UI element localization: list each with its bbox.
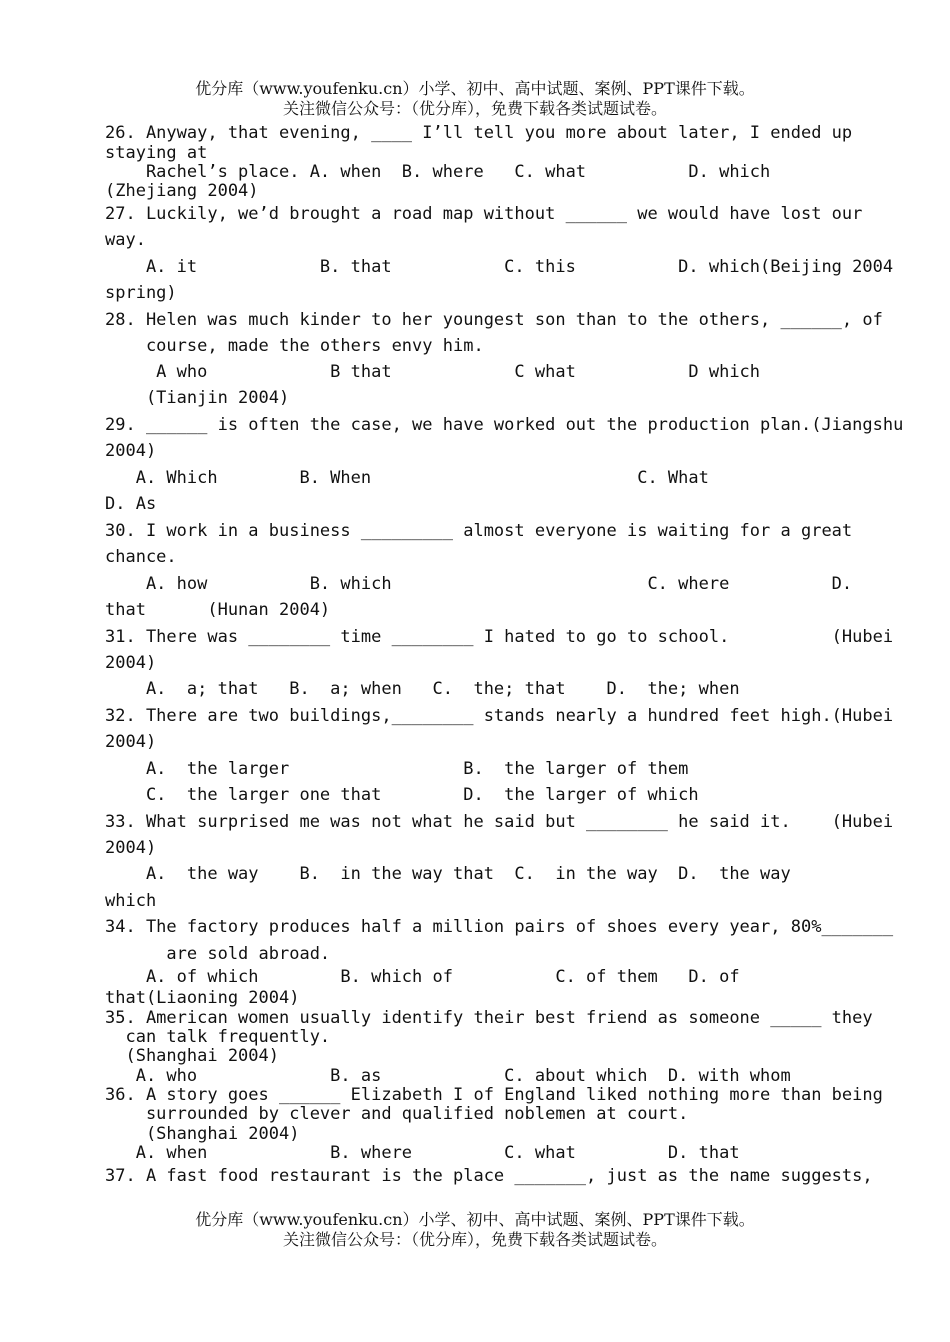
text-line: course, made the others envy him.	[105, 336, 484, 356]
text-line: 30. I work in a business _________ almost everyone is waiting for a great	[105, 521, 853, 541]
text-line: A. it B. that C. this D. which(Beijing 2004	[105, 257, 894, 277]
text-line: surrounded by clever and qualified noblemen at court.	[105, 1104, 689, 1124]
text-line: 31. There was ________ time ________ I hated to go to school. (Hubei	[105, 627, 894, 647]
text-line: 27. Luckily, we’d brought a road map without ______ we would have lost our	[105, 204, 863, 224]
text-line: A. Which B. When C. What	[105, 468, 709, 488]
text-line: 32. There are two buildings,________ stands nearly a hundred feet high.(Hubei	[105, 706, 894, 726]
text-line: C. the larger one that D. the larger of which	[105, 785, 699, 805]
text-line: 33. What surprised me was not what he said but ________ he said it. (Hubei	[105, 812, 894, 832]
text-line: that (Hunan 2004)	[105, 600, 331, 620]
text-line: A. of which B. which of C. of them D. of	[105, 967, 740, 987]
text-line: 36. A story goes ______ Elizabeth I of England liked nothing more than being	[105, 1085, 883, 1105]
text-line: 2004)	[105, 732, 157, 752]
text-line: way.	[105, 230, 146, 250]
text-line: spring)	[105, 283, 177, 303]
text-line: Rachel’s place. A. when B. where C. what D. which	[105, 162, 771, 182]
footer-line-1: 优分库（www.youfenku.cn）小学、初中、高中试题、案例、PPT课件下载。	[195, 1210, 755, 1229]
text-line: 2004)	[105, 838, 157, 858]
text-line: 35. American women usually identify their best friend as someone _____ they	[105, 1008, 873, 1028]
text-line: can talk frequently.	[105, 1027, 331, 1047]
text-line: are sold abroad.	[105, 944, 331, 964]
text-line: A. the larger B. the larger of them	[105, 759, 689, 779]
text-line: (Shanghai 2004)	[105, 1124, 300, 1144]
text-line: D. As	[105, 494, 157, 514]
text-line: staying at	[105, 143, 208, 163]
header-line-2: 关注微信公众号：（优分库），免费下载各类试题试卷。	[282, 99, 667, 118]
text-line: which	[105, 891, 157, 911]
text-line: 28. Helen was much kinder to her youngest son than to the others, ______, of	[105, 310, 883, 330]
text-line: A. how B. which C. where D.	[105, 574, 853, 594]
text-line: A who B that C what D which	[105, 362, 761, 382]
text-line: 26. Anyway, that evening, ____ I’ll tell you more about later, I ended up	[105, 123, 853, 143]
text-line: (Tianjin 2004)	[105, 388, 290, 408]
text-line: chance.	[105, 547, 177, 567]
text-line: (Shanghai 2004)	[105, 1046, 279, 1066]
text-line: A. a; that B. a; when C. the; that D. the; when	[105, 679, 740, 699]
text-line: (Zhejiang 2004)	[105, 181, 259, 201]
text-line: 34. The factory produces half a million pairs of shoes every year, 80%_______	[105, 917, 894, 937]
text-line: 29. ______ is often the case, we have worked out the production plan.(Jiangshu	[105, 415, 904, 435]
text-line: 2004)	[105, 653, 157, 673]
text-line: A. when B. where C. what D. that	[105, 1143, 740, 1163]
text-line: that(Liaoning 2004)	[105, 988, 300, 1008]
text-line: A. the way B. in the way that C. in the way D. the way	[105, 864, 791, 884]
header-line-1: 优分库（www.youfenku.cn）小学、初中、高中试题、案例、PPT课件下载。	[195, 79, 755, 98]
text-line: 2004)	[105, 441, 157, 461]
footer-line-2: 关注微信公众号：（优分库），免费下载各类试题试卷。	[282, 1230, 667, 1249]
text-line: A. who B. as C. about which D. with whom	[105, 1066, 791, 1086]
text-line: 37. A fast food restaurant is the place _______, just as the name suggests,	[105, 1166, 873, 1186]
